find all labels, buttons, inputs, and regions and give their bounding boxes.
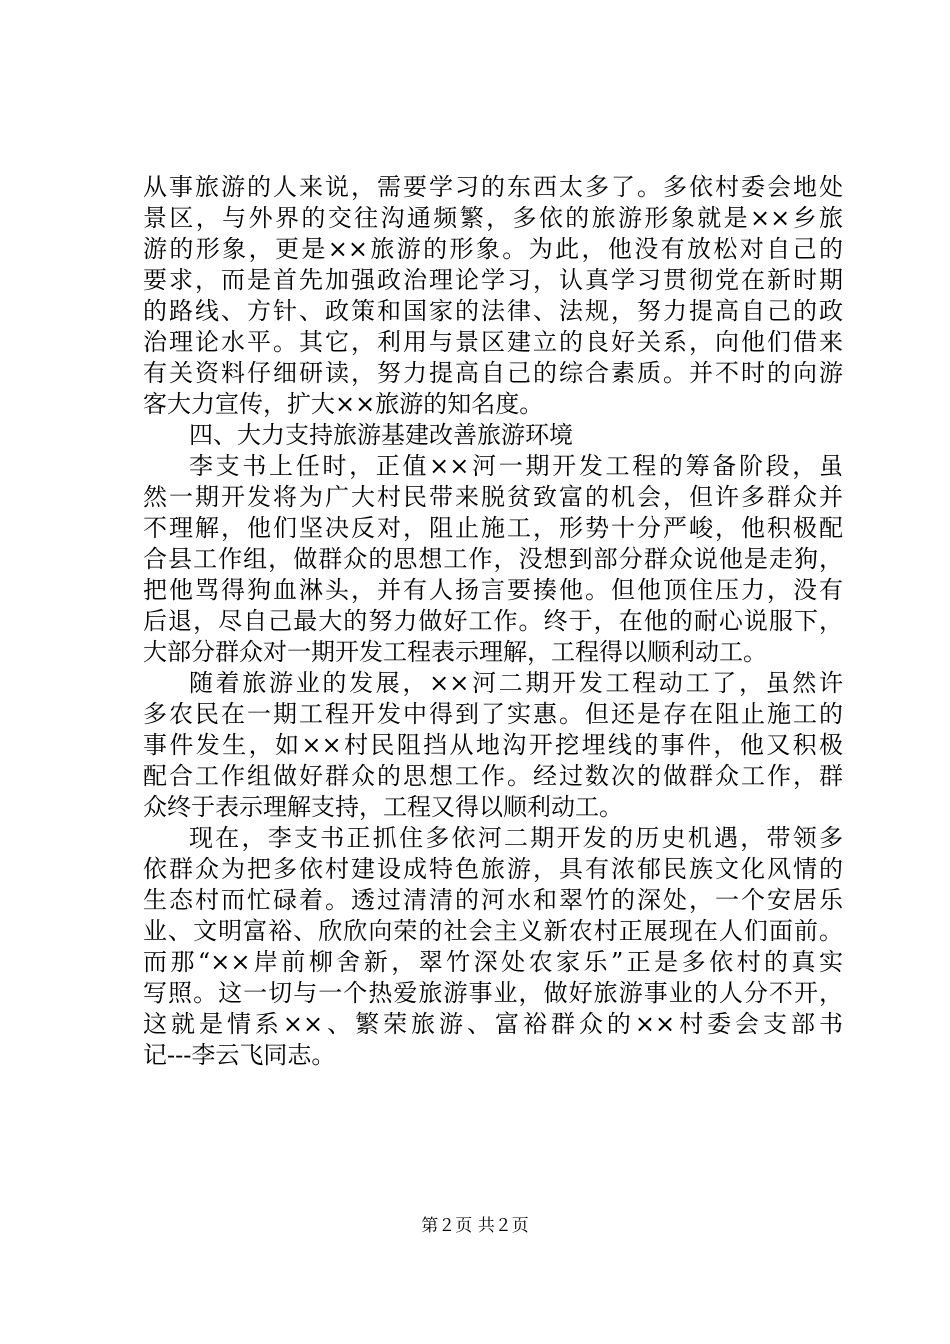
text-line: 客大力宣传，扩大××旅游的知名度。 [143,390,544,418]
text-line: 随着旅游业的发展，××河二期开发工程动工了，虽然许 [189,669,843,697]
text-line: 治理论水平。其它，利用与景区建立的良好关系，向他们借来 [143,328,843,356]
text-line: 要求，而是首先加强政治理论学习，认真学习贯彻党在新时期 [143,266,843,294]
text-line: 不理解，他们坚决反对，阻止施工，形势十分严峻，他积极配 [143,514,843,542]
text-line: 而那“××岸前柳舍新，翠竹深处农家乐”正是多依村的真实 [143,948,843,976]
text-line: 现在，李支书正抓住多依河二期开发的历史机遇，带领多 [189,824,843,852]
text-line: 四、大力支持旅游基建改善旅游环境 [189,421,573,449]
text-line: 的路线、方针、政策和国家的法律、法规，努力提高自己的政 [143,297,843,325]
text-line: 从事旅游的人来说，需要学习的东西太多了。多依村委会地处 [143,173,843,201]
text-line: 依群众为把多依村建设成特色旅游，具有浓郁民族文化风情的 [143,855,843,883]
body-text [143,172,843,1071]
text-line: 景区，与外界的交往沟通频繁，多依的旅游形象就是××乡旅 [143,204,843,232]
text-line: 多农民在一期工程开发中得到了实惠。但还是存在阻止施工的 [143,700,843,728]
text-line: 有关资料仔细研读，努力提高自己的综合素质。并不时的向游 [143,359,843,387]
text-line: 然一期开发将为广大村民带来脱贫致富的机会，但许多群众并 [143,483,843,511]
text-line: 后退，尽自己最大的努力做好工作。终于，在他的耐心说服下， [143,607,843,635]
text-line: 这就是情系××、繁荣旅游、富裕群众的××村委会支部书 [143,1010,843,1038]
text-line: 业、文明富裕、欣欣向荣的社会主义新农村正展现在人们面前。 [143,917,843,945]
text-line: 生态村而忙碌着。透过清清的河水和翠竹的深处，一个安居乐 [143,886,843,914]
text-line: 合县工作组，做群众的思想工作，没想到部分群众说他是走狗， [143,545,843,573]
text-line: 写照。这一切与一个热爱旅游事业，做好旅游事业的人分不开， [143,979,843,1007]
text-line: 记---李云飞同志。 [143,1041,336,1069]
text-line: 李支书上任时，正值××河一期开发工程的筹备阶段，虽 [189,452,843,480]
text-line: 游的形象，更是××旅游的形象。为此，他没有放松对自己的 [143,235,843,263]
text-line: 众终于表示理解支持，工程又得以顺利动工。 [143,793,623,821]
text-line: 配合工作组做好群众的思想工作。经过数次的做群众工作，群 [143,762,843,790]
text-line: 把他骂得狗血淋头，并有人扬言要揍他。但他顶住压力，没有 [143,576,843,604]
page-footer: 第２页 共２页 [421,1216,529,1236]
text-line: 事件发生，如××村民阻挡从地沟开挖埋线的事件，他又积极 [143,731,843,759]
text-line: 大部分群众对一期开发工程表示理解，工程得以顺利动工。 [143,638,767,666]
